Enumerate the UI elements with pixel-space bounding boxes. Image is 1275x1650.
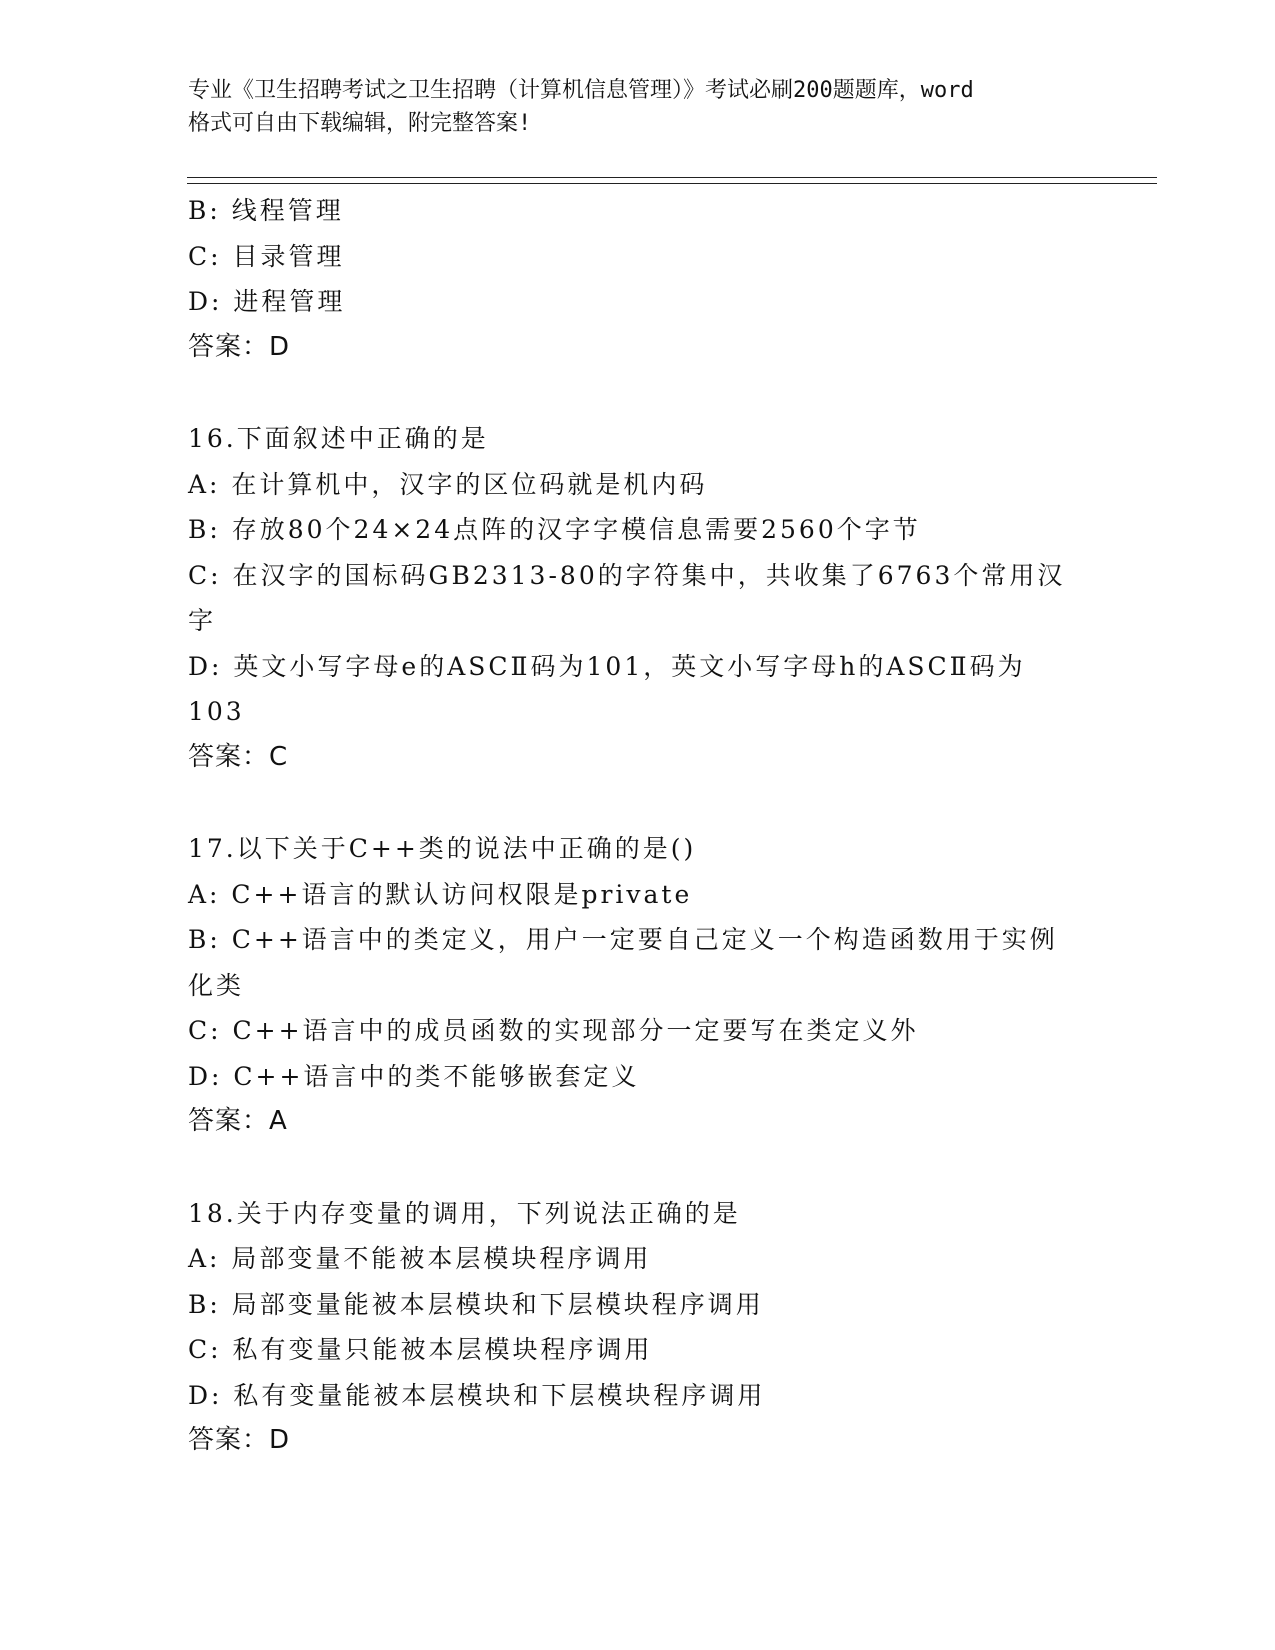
spacer [188,1145,1088,1191]
option-b-continued: 化类 [188,970,245,1000]
option-a: A: 在计算机中，汉字的区位码就是机内码 [188,469,708,499]
option-b: B: 局部变量能被本层模块和下层模块程序调用 [188,1289,764,1319]
header-rule-top [187,177,1157,178]
option-d: D: 进程管理 [188,287,346,316]
question-stem: 18.关于内存变量的调用，下列说法正确的是 [188,1198,741,1228]
question-stem: 17.以下关于C++类的说法中正确的是() [188,834,697,863]
option-b: B: 线程管理 [188,196,344,225]
answer-line: 答案：D [188,1425,291,1455]
option-d: D: 英文小写字母e的ASCⅡ码为101，英文小写字母h的ASCⅡ码为 [188,651,1026,681]
option-a: A: 局部变量不能被本层模块程序调用 [188,1244,652,1273]
spacer [188,780,1088,826]
spacer [188,370,1088,416]
document-header [188,74,1088,140]
answer-line: 答案：D [188,331,291,362]
header-title-line-2: 格式可自由下载编辑，附完整答案! [188,111,532,136]
option-c: C: 在汉字的国标码GB2313-80的字符集中，共收集了6763个常用汉 [188,560,1066,590]
question-16 [188,416,1088,780]
answer-line: 答案：A [188,1106,288,1136]
header-title-line-1: 专业《卫生招聘考试之卫生招聘（计算机信息管理）》考试必刷200题题库，word [188,78,974,103]
option-b: B: C++语言中的类定义，用户一定要自己定义一个构造函数用于实例 [188,925,1058,954]
answer-line: 答案：C [188,741,289,772]
question-18 [188,1191,1088,1464]
question-list [188,188,1088,1464]
option-d: D: C++语言中的类不能够嵌套定义 [188,1061,640,1091]
option-d-continued: 103 [188,697,245,726]
option-c: C: 私有变量只能被本层模块程序调用 [188,1335,653,1364]
question-17 [188,826,1088,1145]
option-c: C: C++语言中的成员函数的实现部分一定要写在类定义外 [188,1016,919,1045]
question-15-remainder [188,188,1088,370]
option-d: D: 私有变量能被本层模块和下层模块程序调用 [188,1380,766,1410]
option-c: C: 目录管理 [188,241,345,271]
question-stem: 16.下面叙述中正确的是 [188,424,489,453]
option-b: B: 存放80个24×24点阵的汉字字模信息需要2560个字节 [188,515,921,544]
option-a: A: C++语言的默认访问权限是private [188,879,693,909]
header-rule-bottom [187,183,1157,184]
option-c-continued: 字 [188,606,217,635]
